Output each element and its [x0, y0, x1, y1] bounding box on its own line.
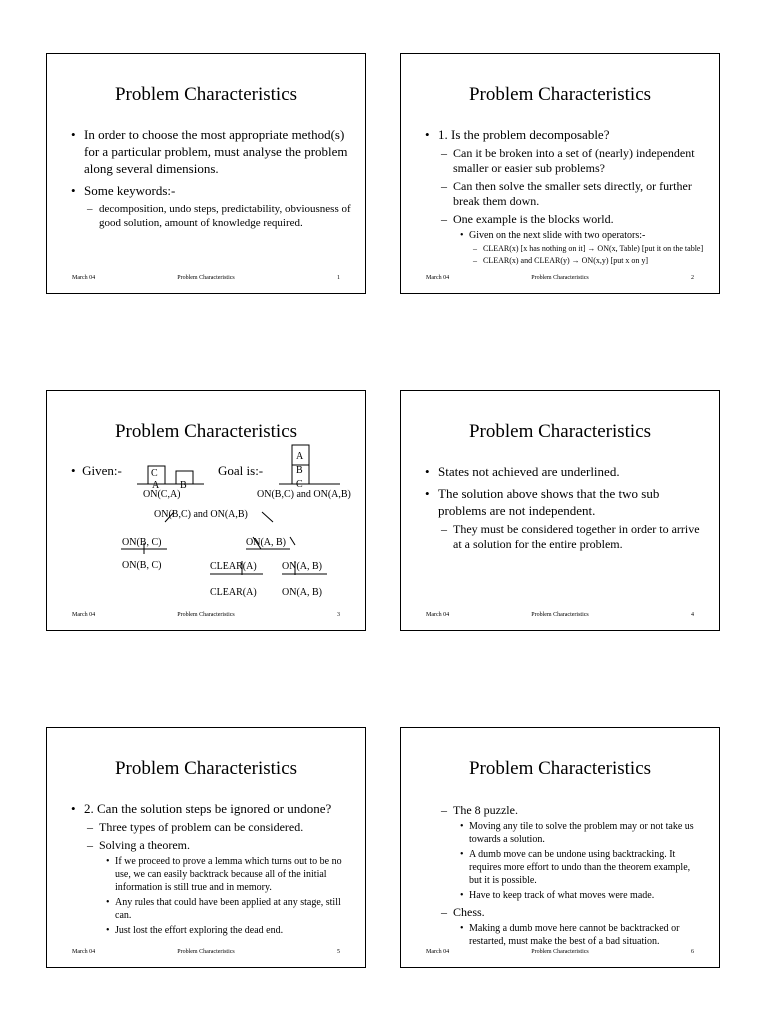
sub-bullet-text: The 8 puzzle. [453, 803, 518, 817]
operator-item [425, 256, 705, 266]
right-sub-on: ON(A, B) [282, 561, 322, 572]
sub-bullet-text: Can it be broken into a set of (nearly) independent smaller or easier sub problems? [453, 146, 695, 175]
slide-3 [46, 390, 366, 631]
slide-body [425, 126, 705, 271]
bullet-dot: • [71, 183, 76, 198]
block-a-label: A [152, 480, 160, 491]
slide-footer [401, 273, 719, 283]
dash: – [473, 256, 477, 265]
footer-title: Problem Characteristics [177, 612, 235, 618]
bullet-dot: • [71, 463, 83, 478]
footer-date: March 04 [426, 612, 450, 618]
slide-title: Problem Characteristics [114, 758, 298, 779]
bullet [425, 485, 705, 552]
block-c-label: C [296, 479, 303, 490]
sub-sub-bullet-text: Given on the next slide with two operators:- [469, 230, 646, 241]
slide-footer [47, 947, 365, 957]
slide-number: 6 [691, 949, 694, 955]
slide-body [425, 463, 705, 557]
left-result: ON(B, C) [122, 560, 162, 571]
footer-title: Problem Characteristics [177, 275, 235, 281]
dash: – [441, 212, 447, 226]
footer-date: March 04 [72, 612, 96, 618]
sub-bullet-text: Chess. [453, 905, 485, 919]
slide-number: 2 [691, 275, 694, 281]
footer-date: March 04 [426, 275, 450, 281]
tree-edge [290, 537, 295, 545]
goal-label: Goal is:- [218, 463, 264, 478]
given-text: Given:- [82, 463, 122, 478]
bullet [425, 463, 705, 480]
tree-edge [262, 512, 273, 522]
sub-sub-bullet-text: Making a dumb move here cannot be backtracked or restarted, must make the best of a bad situation. [469, 923, 680, 947]
goal-state: ON(B,C) and ON(A,B) [257, 489, 351, 500]
footer-title: Problem Characteristics [177, 949, 235, 955]
slide-number: 1 [337, 275, 340, 281]
sub-sub-bullet [425, 922, 705, 948]
sub-bullet [425, 179, 705, 209]
sub-sub-bullet-text: Just lost the effort exploring the dead end. [115, 925, 284, 936]
slide-body [425, 800, 705, 948]
slide-title: Problem Characteristics [468, 421, 652, 442]
footer-title: Problem Characteristics [531, 275, 589, 281]
footer-date: March 04 [426, 949, 450, 955]
slide-title: Problem Characteristics [468, 84, 652, 105]
bullet-dot: • [460, 890, 464, 901]
right-subgoal: ON(A, B) [246, 537, 286, 548]
slide-body [71, 800, 351, 942]
sub-sub-bullet-text: Any rules that could have been applied at any stage, still can. [115, 897, 341, 921]
bullet-dot: • [106, 856, 110, 867]
slide-title: Problem Characteristics [468, 758, 652, 779]
bullet-dot: • [460, 923, 464, 934]
bullet [425, 126, 705, 266]
sub-bullet-text: decomposition, undo steps, predictability, obviousness of good solution, amount of knowledge required. [99, 203, 351, 229]
sub-bullet-text: Solving a theorem. [99, 838, 190, 852]
slide-4 [400, 390, 720, 631]
bullet-text: 1. Is the problem decomposable? [438, 127, 610, 142]
decomposition-root: ON(B,C) and ON(A,B) [154, 509, 248, 520]
sub-sub-bullet [425, 820, 705, 846]
slide-number: 5 [337, 949, 340, 955]
sub-bullet [425, 522, 705, 552]
operator-text: CLEAR(x) and CLEAR(y) → ON(x,y) [put x on y] [483, 256, 649, 265]
bullet-dot: • [425, 486, 430, 501]
sub-sub-bullet [71, 896, 351, 922]
bullet-dot: • [460, 849, 464, 860]
block-a-label: A [296, 451, 304, 462]
sub-bullet [425, 146, 705, 176]
sub-sub-bullet [425, 229, 705, 266]
footer-date: March 04 [72, 949, 96, 955]
bullet-text: Some keywords:- [84, 183, 176, 198]
slide-footer [401, 610, 719, 620]
slide-number: 4 [691, 612, 694, 618]
bullet-dot: • [425, 127, 430, 142]
given-state: ON(C,A) [143, 489, 181, 500]
bullet-text: States not achieved are underlined. [438, 464, 620, 479]
footer-title: Problem Characteristics [531, 612, 589, 618]
left-subgoal: ON(B, C) [122, 537, 162, 548]
bullet-dot: • [425, 464, 430, 479]
bullet-dot: • [460, 821, 464, 832]
right-result-on: ON(A, B) [282, 587, 322, 598]
block-b-label: B [296, 465, 303, 476]
block-b-label: B [180, 480, 187, 491]
bullet-dot: • [106, 897, 110, 908]
sub-sub-bullet [71, 855, 351, 894]
block-c-label: C [151, 468, 158, 479]
sub-bullet-text: Can then solve the smaller sets directly, or further break them down. [453, 179, 692, 208]
dash: – [87, 203, 93, 215]
sub-sub-bullet-text: If we proceed to prove a lemma which turns out to be no use, we can easily backtrack because all of the initial information is still true and in memory. [115, 856, 342, 893]
sub-sub-bullet-text: Have to keep track of what moves were made. [469, 890, 655, 901]
slide-body [71, 126, 351, 235]
dash: – [87, 820, 93, 834]
slide-footer [47, 610, 365, 620]
right-result-clear: CLEAR(A) [210, 587, 257, 598]
sub-sub-bullet [425, 889, 705, 902]
sub-bullet-text: They must be considered together in order to arrive at a solution for the entire problem. [453, 522, 700, 551]
bullet-dot: • [71, 801, 76, 816]
slide-title: Problem Characteristics [114, 421, 298, 442]
sub-bullet [71, 202, 351, 230]
right-sub-clear: CLEAR(A) [210, 561, 257, 572]
sub-bullet [425, 803, 705, 902]
dash: – [473, 244, 477, 253]
bullet-dot: • [71, 127, 76, 142]
slide-footer [47, 273, 365, 283]
sub-sub-bullet-text: Moving any tile to solve the problem may or not take us towards a solution. [469, 821, 694, 845]
dash: – [441, 905, 447, 919]
slide-title: Problem Characteristics [114, 84, 298, 105]
sub-bullet [71, 838, 351, 937]
given-label [71, 463, 122, 479]
sub-bullet [425, 905, 705, 948]
bullet [71, 182, 351, 230]
slide-1 [46, 53, 366, 294]
dash: – [87, 838, 93, 852]
sub-sub-bullet [71, 924, 351, 937]
bullet [71, 800, 351, 937]
sub-sub-bullet-text: A dumb move can be undone using backtracking. It requires more effort to undo than the theorem example, but it is possible. [469, 849, 691, 886]
sub-bullet-text: Three types of problem can be considered. [99, 820, 304, 834]
footer-title: Problem Characteristics [531, 949, 589, 955]
bullet-dot: • [460, 230, 464, 241]
slide-6 [400, 727, 720, 968]
sub-bullet [425, 212, 705, 266]
operator-text: CLEAR(x) [x has nothing on it] → ON(x, Table) [put it on the table] [483, 244, 704, 253]
slide-2 [400, 53, 720, 294]
bullet [71, 126, 351, 177]
bullet-dot: • [106, 925, 110, 936]
bullet-text: In order to choose the most appropriate method(s) for a particular problem, must analyse the problem along several dimensions. [84, 127, 348, 176]
sub-bullet [71, 820, 351, 835]
dash: – [441, 522, 447, 536]
dash: – [441, 146, 447, 160]
operator-item [425, 244, 705, 254]
dash: – [441, 179, 447, 193]
bullet-text: 2. Can the solution steps be ignored or undone? [84, 801, 332, 816]
bullet-text: The solution above shows that the two sub problems are not independent. [438, 486, 660, 518]
dash: – [441, 803, 447, 817]
slide-5 [46, 727, 366, 968]
footer-date: March 04 [72, 275, 96, 281]
sub-sub-bullet [425, 848, 705, 887]
slide-footer [401, 947, 719, 957]
sub-bullet-text: One example is the blocks world. [453, 212, 614, 226]
slide-number: 3 [337, 612, 340, 618]
